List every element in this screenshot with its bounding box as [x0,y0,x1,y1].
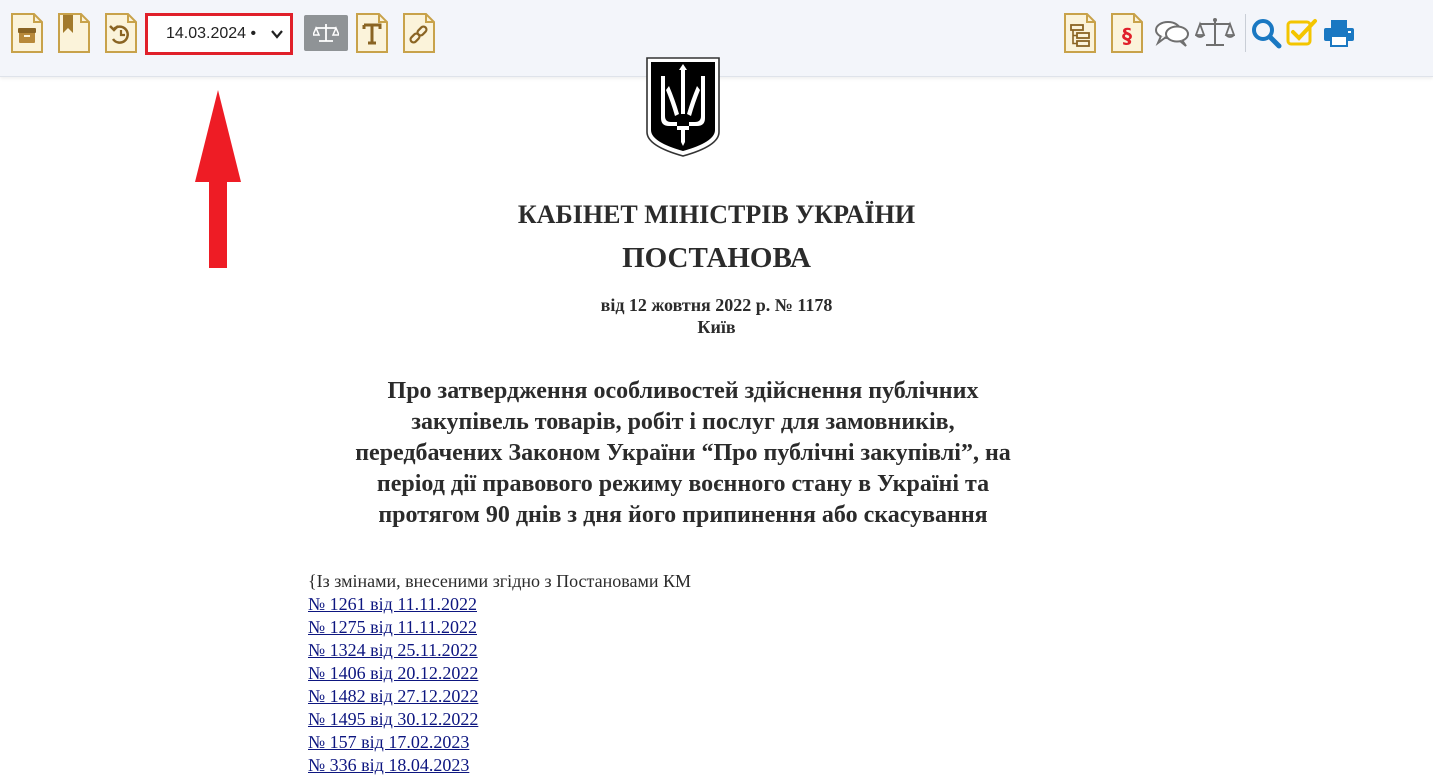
title-line: період дії правового режиму воєнного стану в Україні та [376,471,990,497]
date-select-highlight [145,13,293,55]
amendment-link[interactable]: № 1275 від 11.11.2022 [308,617,477,637]
title-line: передбачених Законом України “Про публічні закупівлі”, на [355,440,1011,466]
amendment-link[interactable]: № 1482 від 27.12.2022 [308,686,479,706]
document-type: ПОСТАНОВА [622,242,811,274]
structure-icon[interactable] [1063,13,1097,53]
coat-of-arms-emblem [645,56,721,158]
amendment-link[interactable]: № 336 від 18.04.2023 [308,755,470,775]
text-icon[interactable] [355,13,389,53]
amendments-block [308,570,691,777]
amendments-intro: {Із змінами, внесеними згідно з Постановами КМ [308,571,692,591]
date-select[interactable] [154,20,284,48]
comments-icon[interactable] [1154,13,1190,53]
amendment-link[interactable]: № 1495 від 30.12.2022 [308,709,479,729]
paragraph-icon[interactable] [1110,13,1144,53]
date-select-value: 14.03.2024 • [166,25,257,42]
document-date-line: від 12 жовтня 2022 р. № 1178 [600,295,833,315]
history-icon[interactable] [104,13,138,53]
compare-icon[interactable] [1195,13,1235,53]
svg-text:§: § [1122,24,1132,48]
bookmark-icon[interactable] [57,13,91,53]
balance-icon[interactable] [304,15,348,51]
search-icon[interactable] [1249,13,1283,53]
toolbar-divider [1245,14,1246,52]
title-line: протягом 90 днів з дня його припинення або скасування [378,502,988,528]
amendment-link[interactable]: № 1406 від 20.12.2022 [308,663,479,683]
document-city: Київ [697,317,736,337]
title-line: Про затвердження особливостей здійснення публічних [387,378,979,404]
document-meta [0,294,1433,338]
document-title [290,376,1076,531]
document-issuer: КАБІНЕТ МІНІСТРІВ УКРАЇНИ [517,200,916,229]
check-icon[interactable] [1285,13,1319,53]
chevron-down-icon [270,27,284,41]
amendment-link[interactable]: № 157 від 17.02.2023 [308,732,470,752]
amendment-link[interactable]: № 1324 від 25.11.2022 [308,640,478,660]
archive-icon[interactable] [10,13,44,53]
link-icon[interactable] [402,13,436,53]
print-icon[interactable] [1322,13,1356,53]
title-line: закупівель товарів, робіт і послуг для замовників, [411,409,955,435]
amendment-link[interactable]: № 1261 від 11.11.2022 [308,594,477,614]
